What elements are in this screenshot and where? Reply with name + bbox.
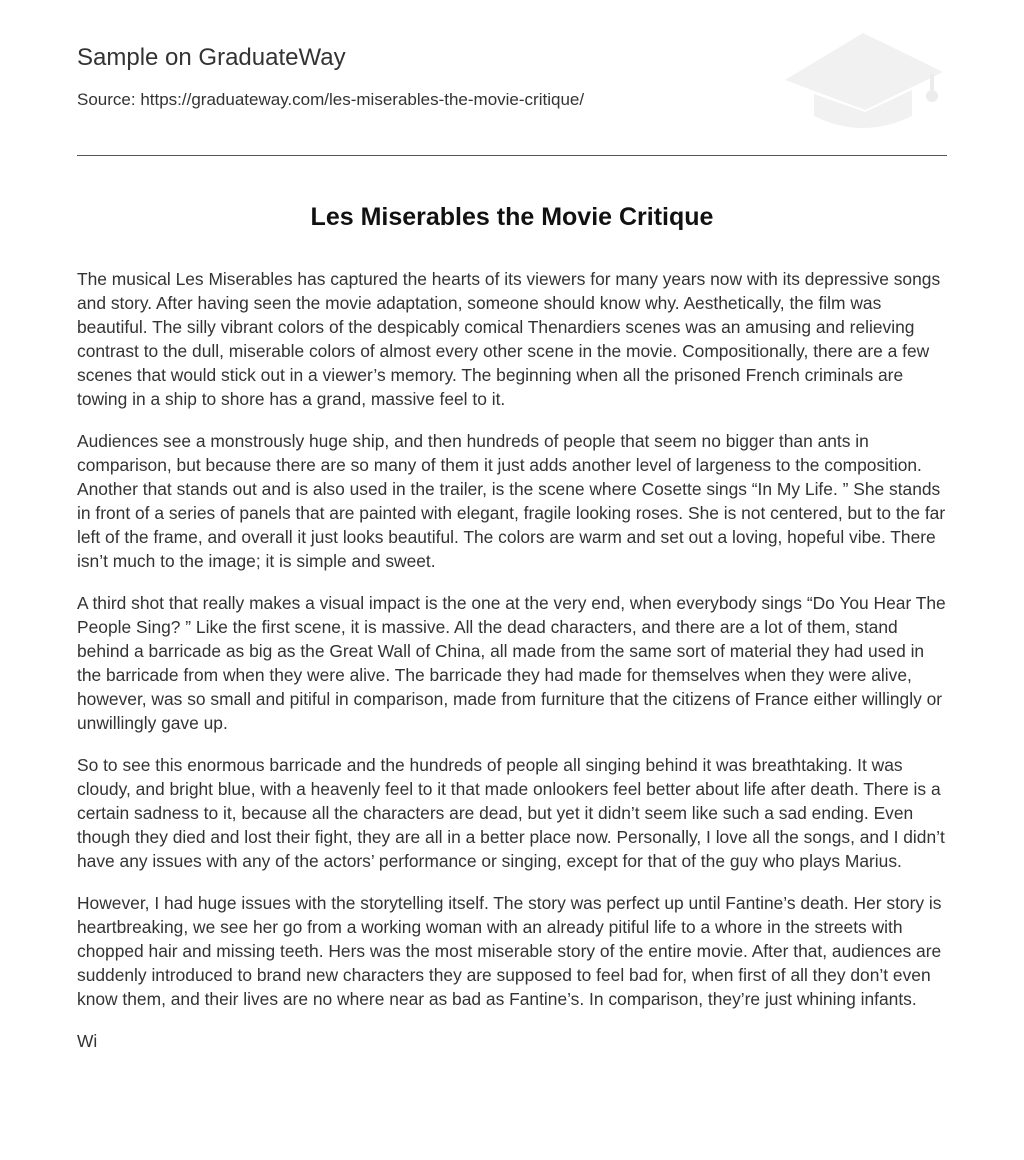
header-divider	[77, 155, 947, 156]
source-link[interactable]: https://graduateway.com/les-miserables-the-movie-critique/	[140, 90, 585, 109]
article-paragraph: A third shot that really makes a visual impact is the one at the very end, when everybody sings “Do You Hear The People Sing? ” Like the first scene, it is massive. All the dead characters, and there are a lot of them, stand behind a barricade as big as the Great Wall of China, all made from the same sort of material they had used in the barricade from when they were alive. The barricade they had made for themselves when they were alive, however, was so small and pitiful in comparison, made from furniture that the citizens of France either willingly or unwillingly gave up.	[77, 593, 946, 733]
site-title: Sample on GraduateWay	[77, 44, 346, 71]
source-label: Source:	[77, 90, 136, 109]
article-title: Les Miserables the Movie Critique	[310, 203, 714, 231]
graduation-cap-icon	[781, 30, 947, 132]
page-header	[77, 0, 947, 156]
source-line	[77, 90, 584, 110]
article-paragraph: However, I had huge issues with the storytelling itself. The story was perfect up until Fantine’s death. Her story is heartbreaking, we see her go from a working woman with an already pitiful life to a whore in the streets with chopped hair and missing teeth. Hers was the most miserable story of the entire movie. After that, audiences are suddenly introduced to brand new characters they are supposed to feel bad for, when first of all they don’t even know them, and their lives are no where near as bad as Fantine’s. In comparison, they’re just whining infants.	[77, 893, 942, 1009]
article-paragraph: Wi	[77, 1031, 98, 1051]
article-paragraph: So to see this enormous barricade and the hundreds of people all singing behind it was breathtaking. It was cloudy, and bright blue, with a heavenly feel to it that made onlookers feel better about life after death. There is a certain sadness to it, because all the characters are dead, but yet it didn’t seem like such a sad ending. Even though they died and lost their fight, they are all in a better place now. Personally, I love all the songs, and I didn’t have any issues with any of the actors’ performance or singing, except for that of the guy who plays Marius.	[77, 755, 945, 871]
article-body	[77, 267, 949, 1071]
article-paragraph: Audiences see a monstrously huge ship, and then hundreds of people that seem no bigger than ants in comparison, but because there are so many of them it just adds another level of largeness to the composition. Another that stands out and is also used in the trailer, is the scene where Cosette sings “In My Life. ” She stands in front of a series of panels that are painted with elegant, fragile looking roses. She is not centered, but to the far left of the frame, and overall it just looks beautiful. The colors are warm and set out a loving, hopeful vibe. There isn’t much to the image; it is simple and sweet.	[77, 431, 946, 571]
article-paragraph: The musical Les Miserables has captured the hearts of its viewers for many years now with its depressive songs and story. After having seen the movie adaptation, someone should know why. Aesthetically, the film was beautiful. The silly vibrant colors of the despicably comical Thenardiers scenes was an amusing and relieving contrast to the dull, miserable colors of almost every other scene in the movie. Compositionally, there are a few scenes that would stick out in a viewer’s memory. The beginning when all the prisoned French criminals are towing in a ship to shore has a grand, massive feel to it.	[77, 269, 941, 409]
